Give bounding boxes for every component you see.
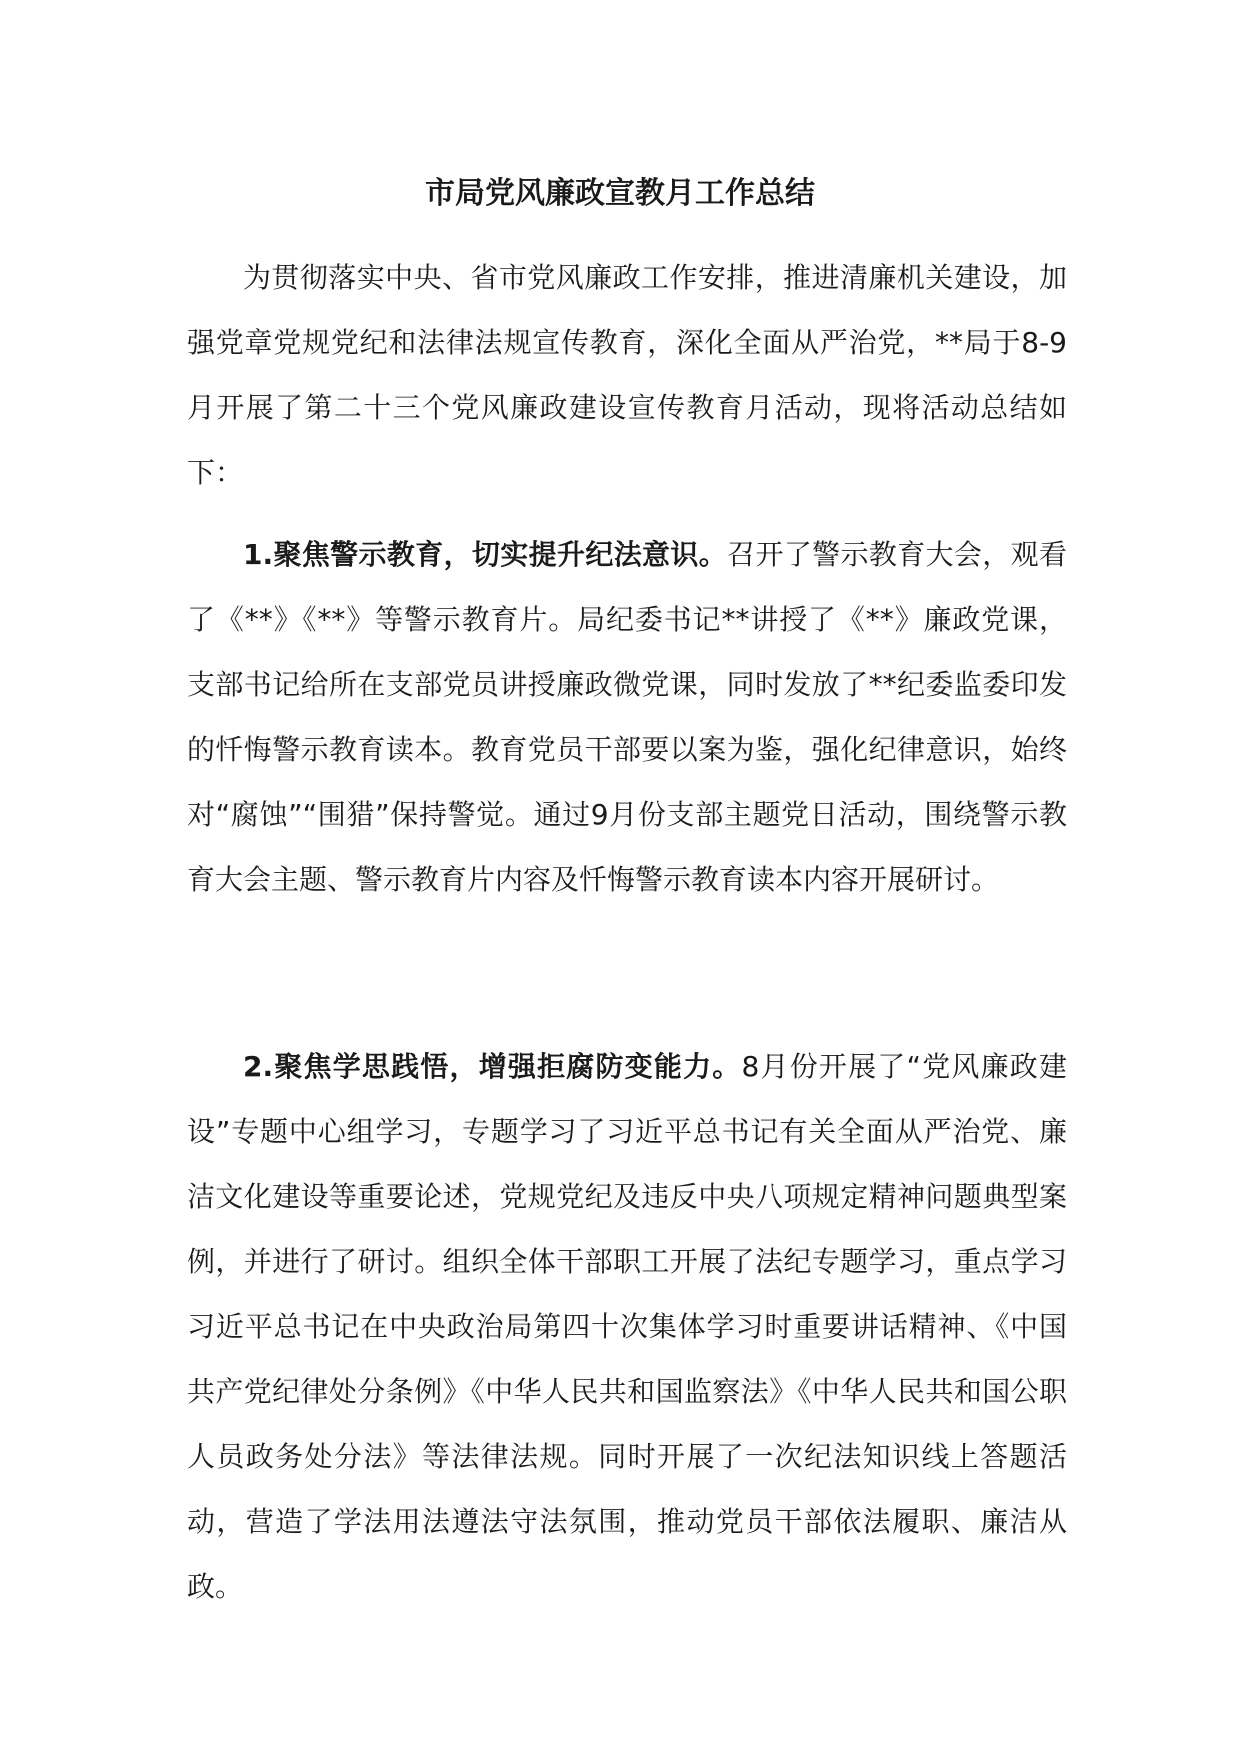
paragraph-body: 召开了警示教育大会，观看了《**》《**》等警示教育片。局纪委书记**讲授了《**》廉政党课，支部书记给所在支部党员讲授廉政微党课，同时发放了**纪委监委印发的忏悔警示教育读本。教育党员干部要以案为鉴，强化纪律意识，始终对“腐蚀”“围猎”保持警觉。通过9月份支部主题党日活动，围绕警示教育大会主题、警示教育片内容及忏悔警示教育读本内容开展研讨。 [187, 538, 1067, 896]
document-title: 市局党风廉政宣教月工作总结 [425, 176, 815, 211]
section-heading: 2.聚焦学思践悟，增强拒腐防变能力。 [243, 1050, 742, 1083]
paragraph-body: 8月份开展了“党风廉政建设”专题中心组学习，专题学习了习近平总书记有关全面从严治党、廉洁文化建设等重要论述，党规党纪及违反中央八项规定精神问题典型案例，并进行了研讨。组织全体干部职工开展了法纪专题学习，重点学习习近平总书记在中央政治局第四十次集体学习时重要讲话精神、《中国共产党纪律处分条例》《中华人民共和国监察法》《中华人民共和国公职人员政务处分法》等法律法规。同时开展了一次纪法知识线上答题活动，营造了学法用法遵法守法氛围，推动党员干部依法履职、廉洁从政。 [187, 1050, 1068, 1603]
paragraph-section-2 [187, 1034, 1067, 1619]
paragraph-body: 为贯彻落实中央、省市党风廉政工作安排，推进清廉机关建设，加强党章党规党纪和法律法规宣传教育，深化全面从严治党，**局于8-9月开展了第二十三个党风廉政建设宣传教育月活动，现将活动总结如下： [187, 261, 1067, 489]
paragraph-section-1 [187, 522, 1067, 912]
paragraph-intro [187, 245, 1067, 505]
section-heading: 1.聚焦警示教育，切实提升纪法意识。 [243, 538, 728, 571]
